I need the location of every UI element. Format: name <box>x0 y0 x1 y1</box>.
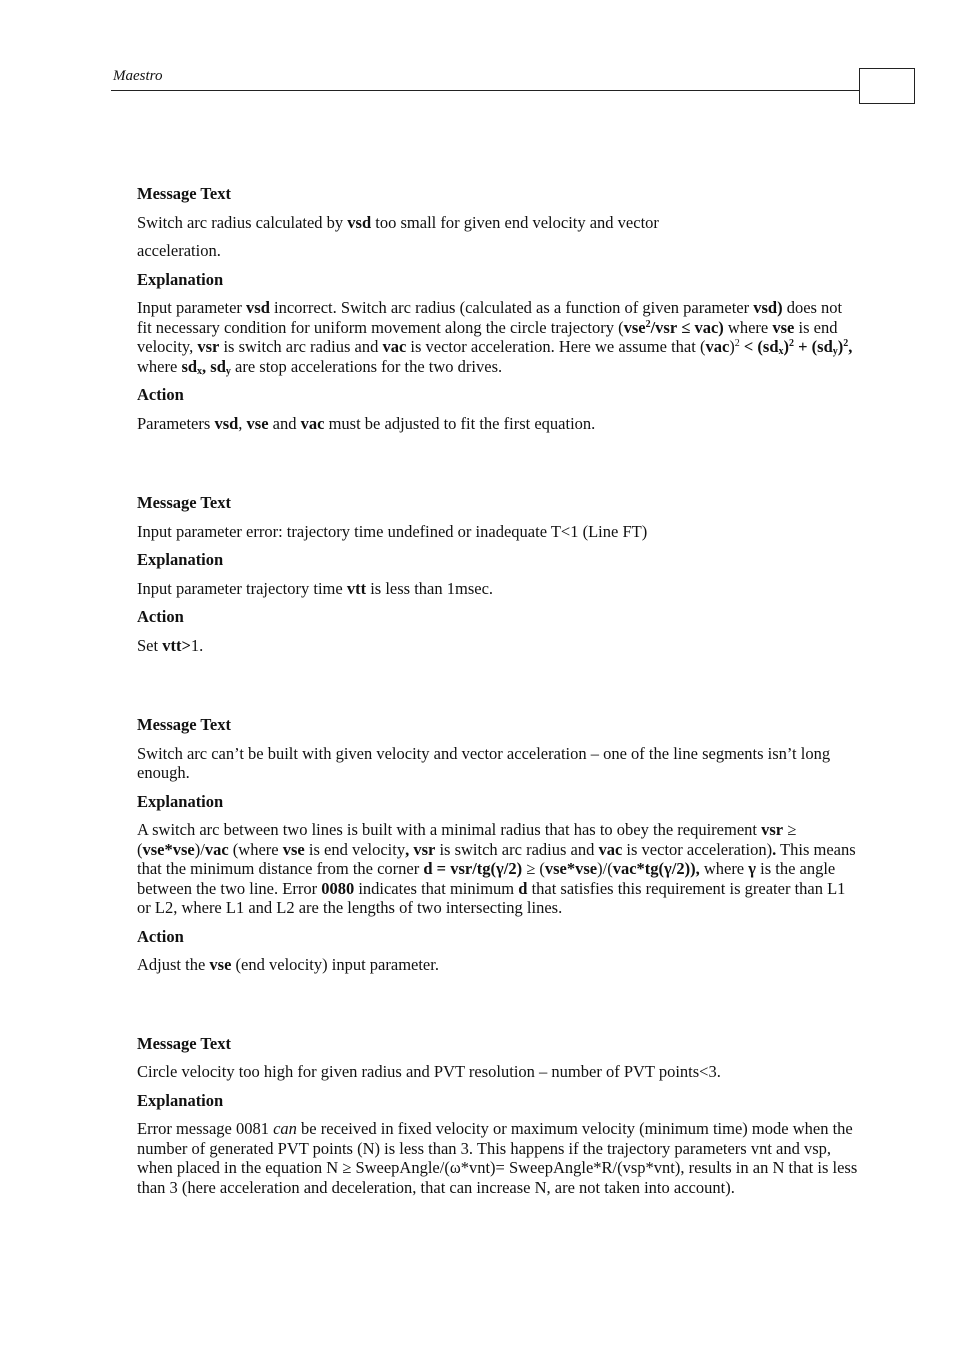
message-text-heading: Message Text <box>137 1033 231 1053</box>
explanation-text: Input parameter trajectory time vtt is less than 1msec. <box>137 578 494 598</box>
action-text: Adjust the vse (end velocity) input parameter. <box>137 955 439 974</box>
action-heading: Action <box>137 385 184 404</box>
message-text: Switch arc radius calculated by vsd too small for given end velocity and vector <box>137 212 659 232</box>
error-entry-switch-arc-radius <box>137 184 859 433</box>
page-number-box <box>859 68 915 104</box>
message-text-heading: Message Text <box>137 493 231 512</box>
document-body <box>137 184 859 1206</box>
explanation-text: A switch arc between two lines is built with a minimal radius that has to obey the requirement vsr ≥ (vse*vse)/vac (where vse is end velocity, vsr is switch arc radius and vac is vector acceleration). This means that the minimum distance from the corner d = vsr/tg(γ/2) ≥ (vse*vse)/(vac*tg(γ/2)), where γ is the angle between the two line. Error 0080 indicates that minimum d that satisfies this requirement is greater than L1 or L2, where L1 and L2 are the lengths of two intersecting lines. <box>137 820 856 917</box>
explanation-heading: Explanation <box>137 269 224 289</box>
explanation-text: Error message 0081 can be received in fixed velocity or maximum velocity (minimum time) mode when the number of generated PVT points (N) is less than 3. This happens if the trajectory parameters vnt and vsp, when placed in the equation N ≥ SweepAngle/(ω*vnt)= SweepAngle*R/(vsp*vnt), results in an N that is less than 3 (here acceleration and deceleration, that can increase N, are not taken into account). <box>137 1119 858 1197</box>
message-text: Input parameter error: trajectory time undefined or inadequate T<1 (Line FT) <box>137 521 648 541</box>
header-rule <box>111 90 860 91</box>
message-text-heading: Message Text <box>137 184 231 203</box>
action-heading: Action <box>137 926 184 946</box>
message-text-continued: acceleration. <box>137 241 221 260</box>
message-text: Switch arc can’t be built with given velocity and vector acceleration – one of the line segments isn’t long enough. <box>137 743 831 782</box>
error-entry-circle-velocity <box>137 1034 859 1198</box>
explanation-heading: Explanation <box>137 791 224 811</box>
message-text: Circle velocity too high for given radius and PVT resolution – number of PVT points<3. <box>137 1062 721 1081</box>
error-entry-trajectory-time <box>137 493 859 655</box>
explanation-text: Input parameter vsd incorrect. Switch arc radius (calculated as a function of given parameter vsd) does not fit necessary condition for uniform movement along the circle trajectory (vse$^2$/vsr ≤ vac) where vse is end velocity, vsr is switch arc radius and vac is vector acceleration. Here we assume that $(vac)^2 < (sd_x)^2 + (sd_y)^2$, where $sd_x$, $sd_y$ are stop accelerations for the two drives. <box>137 298 853 377</box>
message-text-heading: Message Text <box>137 715 231 734</box>
action-text: Set vtt>1. <box>137 635 204 655</box>
explanation-heading: Explanation <box>137 550 224 569</box>
running-header-title: Maestro <box>113 68 163 84</box>
action-text: Parameters vsd, vse and vac must be adjusted to fit the first equation. <box>137 413 596 433</box>
action-heading: Action <box>137 607 184 626</box>
explanation-heading: Explanation <box>137 1090 224 1110</box>
error-entry-switch-arc-segments <box>137 715 859 975</box>
